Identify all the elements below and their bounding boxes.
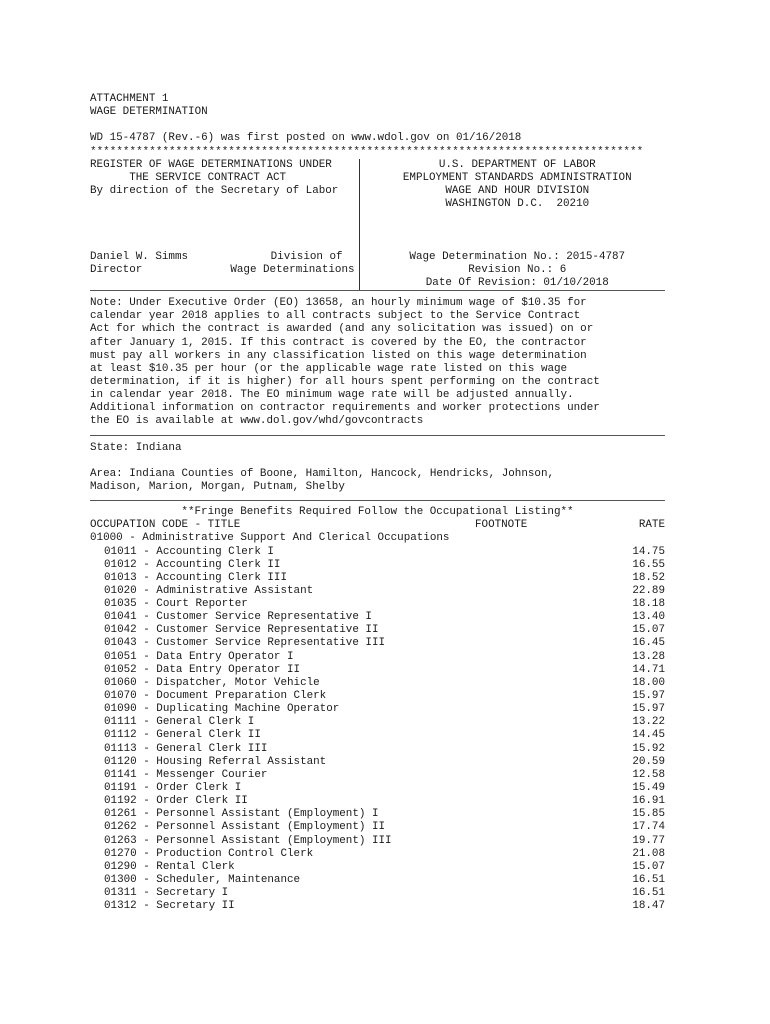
occupation-row <box>90 664 665 677</box>
occupation-row <box>90 756 665 769</box>
dol-address: WASHINGTON D.C. 20210 <box>445 198 590 211</box>
note-line: Note: Under Executive Order (EO) 13658, an hourly minimum wage of $10.35 for <box>90 297 587 310</box>
note-line: Act for which the contract is awarded (and any solicitation was issued) on or <box>90 323 594 336</box>
occupation-title: 01012 - Accounting Clerk II <box>104 558 281 571</box>
occupation-row <box>90 716 665 729</box>
occupation-rate: 18.52 <box>632 571 665 584</box>
occupation-rate: 17.74 <box>632 821 665 834</box>
occupation-group: 01000 - Administrative Support And Clerical Occupations <box>90 532 450 545</box>
occupation-row <box>90 743 665 756</box>
occupation-rate: 16.55 <box>632 558 665 571</box>
occupation-rate: 20.59 <box>632 755 665 768</box>
occupation-title: 01041 - Customer Service Representative I <box>104 611 372 624</box>
occupation-row <box>90 769 665 782</box>
attachment-label: ATTACHMENT 1 <box>90 93 169 105</box>
occupation-rate: 15.07 <box>632 624 665 637</box>
wage-determination-page <box>90 93 665 913</box>
occupation-rate: 18.47 <box>632 900 665 913</box>
occupation-row <box>90 651 665 664</box>
occupation-title: 01300 - Scheduler, Maintenance <box>104 874 301 887</box>
occupation-title: 01192 - Order Clerk II <box>104 795 248 808</box>
occupation-row <box>90 585 665 598</box>
occupation-row <box>90 611 665 624</box>
eo-note <box>90 297 665 428</box>
wd-number: Wage Determination No.: 2015-4787 <box>409 250 626 263</box>
occupation-rate: 14.71 <box>632 663 665 676</box>
note-line: must pay all workers in any classification listed on this wage determination <box>90 349 587 362</box>
occupation-rate: 15.92 <box>632 742 665 755</box>
secretary-line: By direction of the Secretary of Labor <box>90 184 339 197</box>
occupation-title: 01060 - Dispatcher, Motor Vehicle <box>104 676 320 689</box>
occupation-title: 01011 - Accounting Clerk I <box>104 545 274 558</box>
signer-title: Director <box>90 263 143 276</box>
occupation-title: 01311 - Secretary I <box>104 887 229 900</box>
occupation-rate: 16.91 <box>632 795 665 808</box>
occupation-rate: 12.58 <box>632 768 665 781</box>
occupation-rate: 13.40 <box>632 611 665 624</box>
occupation-row <box>90 821 665 834</box>
note-line: the EO is available at www.dol.gov/whd/govcontracts <box>90 415 424 428</box>
first-posted-line: WD 15-4787 (Rev.-6) was first posted on www.wdol.gov on 01/16/2018 <box>90 132 522 145</box>
occupation-row <box>90 808 665 821</box>
header-left <box>90 159 355 290</box>
note-line: after January 1, 2015. If this contract is covered by the EO, the contractor <box>90 336 587 349</box>
occupation-list <box>90 546 665 914</box>
area-line: Area: Indiana Counties of Boone, Hamilton, Hancock, Hendricks, Johnson, <box>90 467 555 480</box>
occupation-row <box>90 887 665 900</box>
occupation-row <box>90 677 665 690</box>
occupation-row <box>90 795 665 808</box>
divider <box>90 429 665 436</box>
occupation-rate: 15.97 <box>632 690 665 703</box>
occupation-title: 01113 - General Clerk III <box>104 742 268 755</box>
occupation-row <box>90 572 665 585</box>
occupation-title: 01112 - General Clerk II <box>104 729 261 742</box>
occupation-row <box>90 559 665 572</box>
occupation-rate: 19.77 <box>632 834 665 847</box>
occupation-title: 01262 - Personnel Assistant (Employment) II <box>104 821 386 834</box>
fringe-note: **Fringe Benefits Required Follow the Occupational Listing** <box>181 506 574 519</box>
occupation-rate: 18.00 <box>632 676 665 689</box>
occupation-title: 01043 - Customer Service Representative III <box>104 637 386 650</box>
occupation-title: 01191 - Order Clerk I <box>104 782 242 795</box>
occupation-row <box>90 703 665 716</box>
note-line: at least $10.35 per hour (or the applicable wage rate listed on this wage <box>90 362 568 375</box>
occupation-title: 01070 - Document Preparation Clerk <box>104 690 327 703</box>
signer-row <box>90 251 355 264</box>
document-title: WAGE DETERMINATION <box>90 106 208 119</box>
occupation-rate: 22.89 <box>632 584 665 597</box>
occupation-row <box>90 848 665 861</box>
register-line: REGISTER OF WAGE DETERMINATIONS UNDER <box>90 158 332 171</box>
occupation-title: 01020 - Administrative Assistant <box>104 584 314 597</box>
occupation-rate: 14.45 <box>632 729 665 742</box>
occupation-title: 01120 - Housing Referral Assistant <box>104 755 327 768</box>
esa-name: EMPLOYMENT STANDARDS ADMINISTRATION <box>402 171 632 184</box>
header-right <box>370 159 665 290</box>
column-title: OCCUPATION CODE - TITLE <box>90 519 241 532</box>
star-separator: ************************************************************************************ <box>90 145 644 158</box>
occupation-title: 01042 - Customer Service Representative II <box>104 624 379 637</box>
signer-name: Daniel W. Simms <box>90 250 189 263</box>
occupation-title: 01270 - Production Control Clerk <box>104 847 314 860</box>
note-line: calendar year 2018 applies to all contracts subject to the Service Contract <box>90 310 581 323</box>
signer-title-row <box>90 264 355 277</box>
header-divider <box>359 159 370 290</box>
occupation-rate: 14.75 <box>632 545 665 558</box>
occupation-title: 01290 - Rental Clerk <box>104 860 235 873</box>
occupation-row <box>90 690 665 703</box>
occupation-title: 01141 - Messenger Courier <box>104 768 268 781</box>
occupation-rate: 16.51 <box>632 874 665 887</box>
division-label: Division of <box>270 250 343 263</box>
sca-line: THE SERVICE CONTRACT ACT <box>90 171 287 184</box>
division-name: Wage Determinations <box>230 263 355 276</box>
occupation-rate: 21.08 <box>632 847 665 860</box>
note-line: in calendar year 2018. The EO minimum wage rate will be adjusted annually. <box>90 389 574 402</box>
divider <box>90 494 665 501</box>
occupation-title: 01052 - Data Entry Operator II <box>104 663 301 676</box>
occupation-row <box>90 637 665 650</box>
occupation-title: 01261 - Personnel Assistant (Employment) I <box>104 808 379 821</box>
occupation-row <box>90 624 665 637</box>
header-block <box>90 159 665 290</box>
occupation-rate: 15.07 <box>632 860 665 873</box>
occupation-rate: 13.28 <box>632 650 665 663</box>
occupation-title: 01013 - Accounting Clerk III <box>104 571 287 584</box>
occupation-row <box>90 598 665 611</box>
occupation-row <box>90 900 665 913</box>
occupation-row <box>90 874 665 887</box>
occupation-row <box>90 782 665 795</box>
column-rate: RATE <box>638 519 665 532</box>
occupation-rate: 16.51 <box>632 887 665 900</box>
occupation-title: 01111 - General Clerk I <box>104 716 255 729</box>
whd-name: WAGE AND HOUR DIVISION <box>445 184 590 197</box>
revision-date: Date Of Revision: 01/10/2018 <box>425 276 609 289</box>
occupation-row <box>90 729 665 742</box>
occupation-rate: 16.45 <box>632 637 665 650</box>
occupation-title: 01263 - Personnel Assistant (Employment) III <box>104 834 392 847</box>
occupation-title: 01312 - Secretary II <box>104 900 235 913</box>
occupation-rate: 18.18 <box>632 598 665 611</box>
occupation-rate: 15.49 <box>632 782 665 795</box>
occupation-row <box>90 546 665 559</box>
occupation-row <box>90 861 665 874</box>
note-line: determination, if it is higher) for all hours spent performing on the contract <box>90 375 600 388</box>
occupation-rate: 13.22 <box>632 716 665 729</box>
area-line: Madison, Marion, Morgan, Putnam, Shelby <box>90 480 345 493</box>
revision-number: Revision No.: 6 <box>468 263 567 276</box>
column-footnote: FOOTNOTE <box>475 519 528 532</box>
occupation-title: 01051 - Data Entry Operator I <box>104 650 294 663</box>
occupation-row <box>90 835 665 848</box>
note-line: Additional information on contractor requirements and worker protections under <box>90 402 600 415</box>
occupation-title: 01090 - Duplicating Machine Operator <box>104 703 340 716</box>
dol-name: U.S. DEPARTMENT OF LABOR <box>438 158 596 171</box>
state-label: State: Indiana <box>90 441 182 454</box>
occupation-title: 01035 - Court Reporter <box>104 598 248 611</box>
occupation-rate: 15.85 <box>632 808 665 821</box>
occupation-rate: 15.97 <box>632 703 665 716</box>
column-header <box>90 519 665 532</box>
